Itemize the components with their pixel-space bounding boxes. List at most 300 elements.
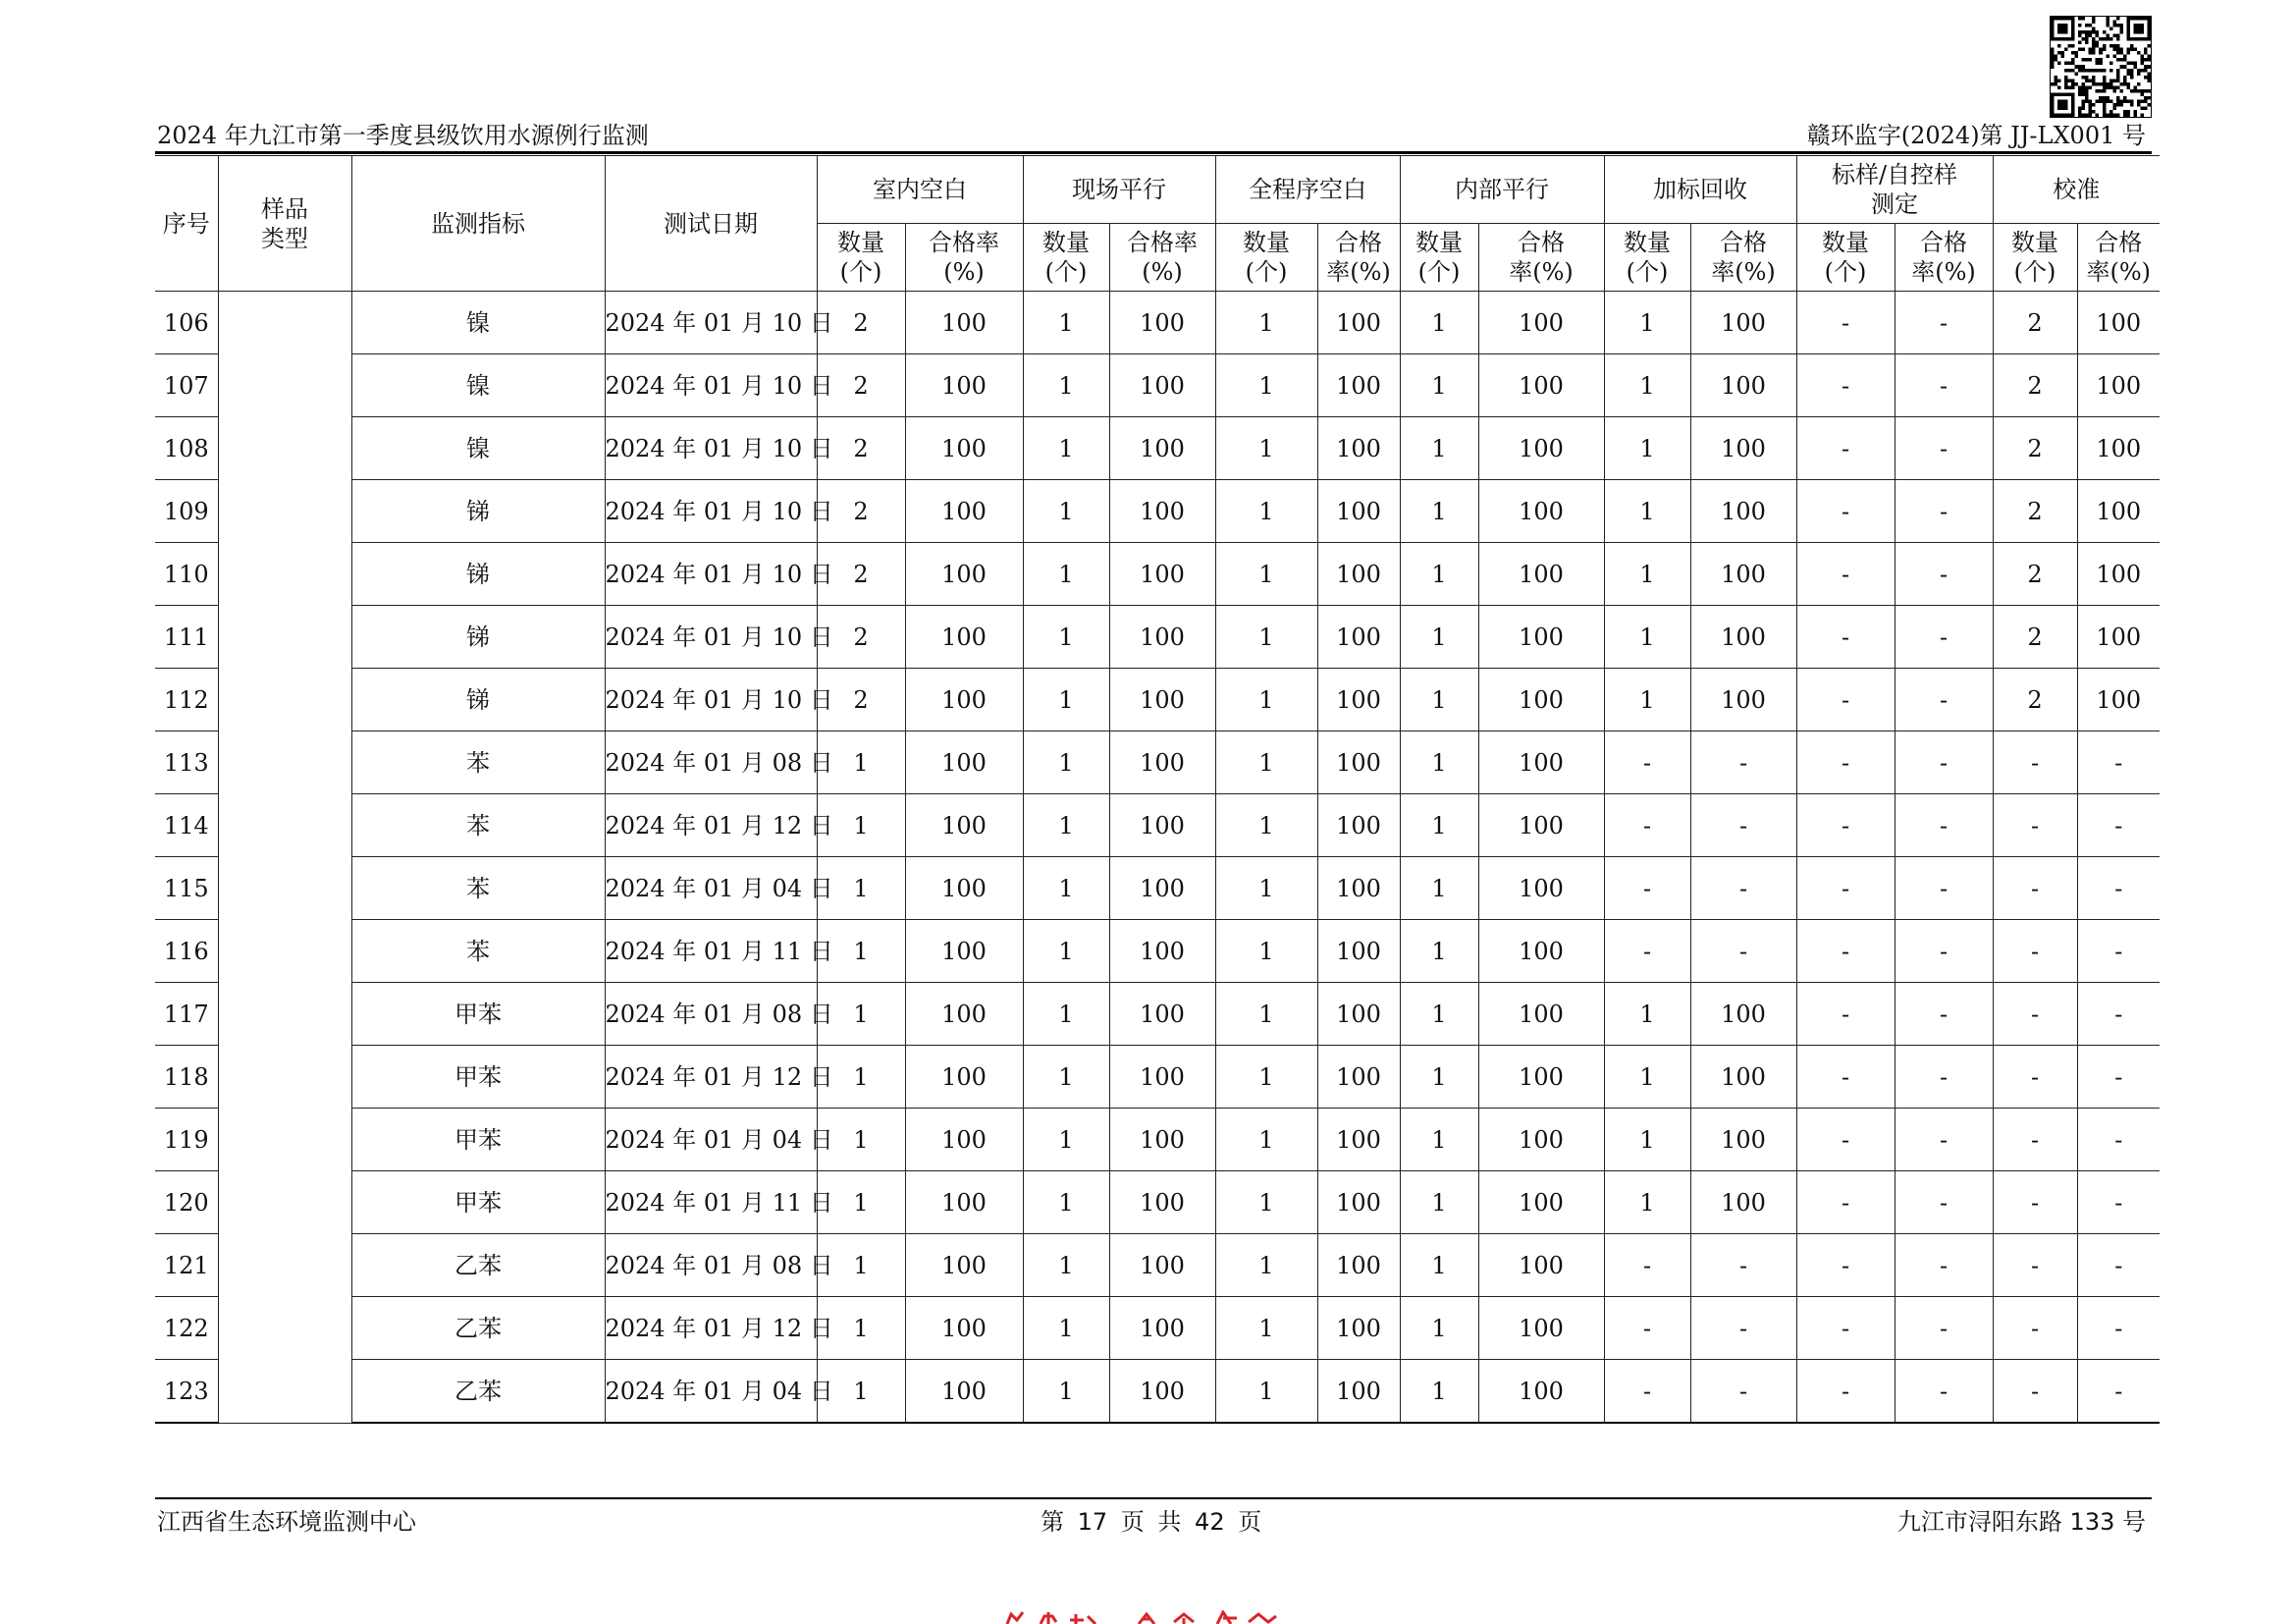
cell-pass-rate: 100 (1478, 794, 1604, 857)
cell-pass-rate: 100 (1317, 1297, 1400, 1360)
cell-count: 1 (1215, 1297, 1317, 1360)
cell-count: 1 (817, 1360, 905, 1424)
cell-count: 1 (1400, 417, 1478, 480)
cell-count: 1 (1023, 669, 1109, 731)
cell-pass-rate: - (1895, 354, 1993, 417)
cell-count: 2 (1993, 417, 2077, 480)
cell-count: - (1796, 1234, 1895, 1297)
cell-pass-rate: - (1895, 920, 1993, 983)
cell-pass-rate: 100 (905, 857, 1023, 920)
table-row (155, 354, 2160, 417)
table-row (155, 480, 2160, 543)
cell-count: 1 (1215, 731, 1317, 794)
cell-seq: 106 (155, 292, 218, 354)
cell-count: 1 (1604, 1171, 1690, 1234)
table-row (155, 417, 2160, 480)
cell-pass-rate: 100 (1478, 1297, 1604, 1360)
cell-count: - (1796, 794, 1895, 857)
cell-pass-rate: 100 (1690, 1109, 1796, 1171)
cell-pass-rate: - (1895, 480, 1993, 543)
col-header-internal-parallel: 内部平行 (1400, 156, 1604, 224)
cell-pass-rate: - (1895, 1109, 1993, 1171)
cell-pass-rate: 100 (1478, 292, 1604, 354)
cell-count: 1 (1400, 543, 1478, 606)
cell-pass-rate: 100 (1478, 1046, 1604, 1109)
cell-pass-rate: 100 (905, 794, 1023, 857)
cell-count: - (1993, 731, 2077, 794)
cell-count: - (1604, 794, 1690, 857)
cell-count: 1 (817, 1297, 905, 1360)
cell-indicator: 锑 (351, 669, 605, 731)
cell-pass-rate: 100 (905, 1360, 1023, 1424)
cell-pass-rate: 100 (905, 480, 1023, 543)
cell-count: 1 (1023, 857, 1109, 920)
footer-divider (155, 1497, 2152, 1499)
cell-indicator: 镍 (351, 292, 605, 354)
cell-seq: 111 (155, 606, 218, 669)
cell-pass-rate: 100 (1478, 983, 1604, 1046)
sub-header-count: 数量 (个) (817, 224, 905, 292)
table-row (155, 606, 2160, 669)
cell-count: 1 (1400, 606, 1478, 669)
sub-header-rate: 合格率 (%) (905, 224, 1023, 292)
cell-count: - (1993, 1171, 2077, 1234)
cell-count: 2 (1993, 480, 2077, 543)
cell-pass-rate: 100 (2077, 669, 2160, 731)
cell-test-date: 2024 年 01 月 11 日 (605, 1171, 817, 1234)
cell-count: - (1796, 983, 1895, 1046)
cell-count: - (1604, 857, 1690, 920)
cell-count: 1 (1400, 480, 1478, 543)
cell-count: - (1796, 731, 1895, 794)
cell-count: 1 (1400, 1360, 1478, 1424)
cell-count: - (1604, 1234, 1690, 1297)
cell-pass-rate: 100 (905, 731, 1023, 794)
sub-header-rate: 合格 率(%) (1478, 224, 1604, 292)
cell-count: 1 (1604, 669, 1690, 731)
cell-pass-rate: - (1690, 1234, 1796, 1297)
cell-count: 1 (1023, 1360, 1109, 1424)
cell-indicator: 锑 (351, 606, 605, 669)
cell-count: 1 (1215, 1109, 1317, 1171)
cell-count: 2 (1993, 543, 2077, 606)
cell-count: 1 (1604, 354, 1690, 417)
cell-seq: 122 (155, 1297, 218, 1360)
cell-pass-rate: 100 (1109, 1297, 1215, 1360)
cell-pass-rate: 100 (2077, 543, 2160, 606)
cell-count: - (1993, 1234, 2077, 1297)
cell-count: - (1993, 1109, 2077, 1171)
cell-count: 1 (1604, 480, 1690, 543)
cell-pass-rate: - (1895, 731, 1993, 794)
cell-pass-rate: 100 (1690, 983, 1796, 1046)
cell-pass-rate: 100 (1690, 292, 1796, 354)
cell-pass-rate: 100 (905, 1297, 1023, 1360)
col-header-std-sample (1796, 156, 1993, 224)
cell-test-date: 2024 年 01 月 12 日 (605, 1046, 817, 1109)
cell-pass-rate: 100 (1690, 606, 1796, 669)
cell-seq: 123 (155, 1360, 218, 1424)
cell-pass-rate: 100 (1690, 480, 1796, 543)
cell-count: 1 (817, 1171, 905, 1234)
cell-seq: 116 (155, 920, 218, 983)
sub-header-rate: 合格 率(%) (1317, 224, 1400, 292)
cell-test-date: 2024 年 01 月 10 日 (605, 606, 817, 669)
cell-count: 1 (1023, 920, 1109, 983)
cell-count: 1 (1215, 857, 1317, 920)
qc-table (155, 155, 2160, 1424)
table-row (155, 1046, 2160, 1109)
cell-count: 1 (1215, 920, 1317, 983)
cell-pass-rate: 100 (1109, 857, 1215, 920)
cell-count: - (1796, 292, 1895, 354)
cell-pass-rate: 100 (1317, 606, 1400, 669)
cell-count: 1 (1604, 543, 1690, 606)
cell-count: - (1796, 1297, 1895, 1360)
cell-count: 2 (1993, 354, 2077, 417)
sub-header-rate: 合格 率(%) (2077, 224, 2160, 292)
cell-count: 1 (1400, 1297, 1478, 1360)
cell-indicator: 镍 (351, 417, 605, 480)
cell-count: - (1604, 1360, 1690, 1424)
cell-count: - (1604, 731, 1690, 794)
cell-indicator: 苯 (351, 857, 605, 920)
col-header-calibration: 校准 (1993, 156, 2160, 224)
cell-count: 2 (817, 480, 905, 543)
cell-pass-rate: 100 (2077, 417, 2160, 480)
cell-pass-rate: 100 (1690, 1171, 1796, 1234)
cell-pass-rate: - (1690, 731, 1796, 794)
cell-pass-rate: - (2077, 1046, 2160, 1109)
cell-test-date: 2024 年 01 月 04 日 (605, 1109, 817, 1171)
cell-count: 1 (1215, 606, 1317, 669)
cell-count: - (1796, 920, 1895, 983)
cell-count: 1 (1023, 1046, 1109, 1109)
cell-count: - (1796, 354, 1895, 417)
cell-pass-rate: - (2077, 731, 2160, 794)
cell-test-date: 2024 年 01 月 10 日 (605, 543, 817, 606)
table-body (155, 292, 2160, 1424)
cell-count: 2 (1993, 669, 2077, 731)
cell-indicator: 苯 (351, 920, 605, 983)
cell-count: 1 (1604, 417, 1690, 480)
cell-pass-rate: - (1895, 1171, 1993, 1234)
cell-pass-rate: 100 (1109, 1234, 1215, 1297)
cell-count: 1 (1215, 417, 1317, 480)
cell-indicator: 苯 (351, 794, 605, 857)
cell-count: 1 (1215, 1046, 1317, 1109)
cell-seq: 114 (155, 794, 218, 857)
cell-pass-rate: 100 (1478, 1171, 1604, 1234)
cell-pass-rate: 100 (1109, 417, 1215, 480)
sub-header-count: 数量 (个) (1604, 224, 1690, 292)
cell-pass-rate: 100 (1478, 480, 1604, 543)
report-number: 赣环监字(2024)第 JJ-LX001 号 (1806, 122, 2146, 149)
cell-pass-rate: - (1690, 1360, 1796, 1424)
sub-header-count: 数量 (个) (1993, 224, 2077, 292)
cell-count: 1 (817, 857, 905, 920)
cell-count: - (1796, 543, 1895, 606)
cell-pass-rate: 100 (1109, 983, 1215, 1046)
col-header-field-parallel: 现场平行 (1023, 156, 1215, 224)
cell-pass-rate: - (2077, 1109, 2160, 1171)
cell-pass-rate: - (1895, 983, 1993, 1046)
cell-count: - (1604, 920, 1690, 983)
footer-address: 九江市浔阳东路 133 号 (1896, 1508, 2146, 1536)
sub-header-count: 数量 (个) (1023, 224, 1109, 292)
cell-pass-rate: 100 (1109, 480, 1215, 543)
cell-pass-rate: 100 (1317, 354, 1400, 417)
cell-count: 1 (1023, 1171, 1109, 1234)
cell-count: 1 (1023, 731, 1109, 794)
table-row (155, 1234, 2160, 1297)
cell-pass-rate: 100 (1109, 794, 1215, 857)
table-row (155, 1297, 2160, 1360)
cell-pass-rate: 100 (905, 606, 1023, 669)
cell-pass-rate: - (1895, 1360, 1993, 1424)
cell-pass-rate: 100 (1478, 354, 1604, 417)
cell-pass-rate: - (1690, 794, 1796, 857)
cell-pass-rate: 100 (1317, 1234, 1400, 1297)
cell-seq: 112 (155, 669, 218, 731)
col-header-full-blank: 全程序空白 (1215, 156, 1400, 224)
cell-count: 1 (1400, 857, 1478, 920)
cell-pass-rate: 100 (905, 1109, 1023, 1171)
cell-count: - (1796, 669, 1895, 731)
cell-pass-rate: 100 (2077, 480, 2160, 543)
cell-count: 1 (1604, 606, 1690, 669)
cell-pass-rate: - (2077, 1171, 2160, 1234)
cell-pass-rate: 100 (1109, 1171, 1215, 1234)
table-row (155, 794, 2160, 857)
cell-count: 1 (1215, 1234, 1317, 1297)
cell-count: 1 (1604, 292, 1690, 354)
table-row (155, 1360, 2160, 1424)
cell-pass-rate: 100 (905, 292, 1023, 354)
cell-count: 1 (1215, 1171, 1317, 1234)
cell-pass-rate: 100 (1478, 1234, 1604, 1297)
cell-pass-rate: 100 (1478, 1360, 1604, 1424)
cell-indicator: 乙苯 (351, 1234, 605, 1297)
cell-count: 1 (1400, 983, 1478, 1046)
cell-count: 1 (1023, 543, 1109, 606)
cell-count: 1 (1400, 1171, 1478, 1234)
cell-test-date: 2024 年 01 月 04 日 (605, 1360, 817, 1424)
cell-sample-type (218, 292, 351, 1424)
cell-pass-rate: - (1895, 606, 1993, 669)
cell-pass-rate: 100 (1317, 731, 1400, 794)
cell-seq: 115 (155, 857, 218, 920)
cell-count: 1 (817, 920, 905, 983)
cell-count: 1 (1023, 983, 1109, 1046)
cell-count: 1 (1215, 354, 1317, 417)
cell-pass-rate: - (2077, 1360, 2160, 1424)
sub-header-count: 数量 (个) (1400, 224, 1478, 292)
cell-count: 1 (1023, 417, 1109, 480)
cell-seq: 121 (155, 1234, 218, 1297)
cell-pass-rate: - (2077, 920, 2160, 983)
cell-count: 1 (1023, 606, 1109, 669)
cell-count: 1 (1400, 669, 1478, 731)
cell-count: 1 (1604, 1109, 1690, 1171)
cell-pass-rate: 100 (1109, 543, 1215, 606)
cell-count: 2 (817, 669, 905, 731)
cell-pass-rate: - (2077, 1234, 2160, 1297)
cell-pass-rate: 100 (1478, 731, 1604, 794)
cell-seq: 110 (155, 543, 218, 606)
cell-pass-rate: - (1895, 1234, 1993, 1297)
cell-indicator: 甲苯 (351, 1171, 605, 1234)
std-sample-line2: 测定 (1871, 190, 1918, 218)
sub-header-rate: 合格率 (%) (1109, 224, 1215, 292)
cell-pass-rate: 100 (1317, 920, 1400, 983)
cell-count: 1 (1215, 480, 1317, 543)
cell-count: 1 (1400, 1109, 1478, 1171)
cell-pass-rate: 100 (1109, 731, 1215, 794)
cell-count: 2 (1993, 606, 2077, 669)
cell-count: - (1993, 920, 2077, 983)
cell-pass-rate: 100 (1317, 417, 1400, 480)
cell-test-date: 2024 年 01 月 10 日 (605, 417, 817, 480)
cell-count: 1 (1023, 292, 1109, 354)
cell-test-date: 2024 年 01 月 10 日 (605, 669, 817, 731)
cell-indicator: 甲苯 (351, 983, 605, 1046)
cell-pass-rate: 100 (1109, 920, 1215, 983)
header-row-1 (155, 156, 2160, 224)
cell-pass-rate: 100 (1317, 857, 1400, 920)
std-sample-line1: 标样/自控样 (1831, 161, 1958, 189)
cell-count: - (1796, 1360, 1895, 1424)
col-header-indoor-blank: 室内空白 (817, 156, 1023, 224)
cell-count: 2 (817, 417, 905, 480)
cell-count: 1 (817, 1046, 905, 1109)
cell-pass-rate: 100 (1478, 417, 1604, 480)
cell-pass-rate: 100 (1317, 1109, 1400, 1171)
cell-pass-rate: 100 (1109, 669, 1215, 731)
cell-seq: 118 (155, 1046, 218, 1109)
cell-count: 1 (1023, 480, 1109, 543)
cell-pass-rate: 100 (1317, 669, 1400, 731)
cell-pass-rate: 100 (905, 1171, 1023, 1234)
cell-pass-rate: 100 (1109, 1046, 1215, 1109)
cell-pass-rate: - (1895, 292, 1993, 354)
table-row (155, 983, 2160, 1046)
cell-count: 1 (1023, 354, 1109, 417)
cell-test-date: 2024 年 01 月 04 日 (605, 857, 817, 920)
cell-pass-rate: 100 (1317, 480, 1400, 543)
cell-count: - (1993, 857, 2077, 920)
cell-count: - (1796, 1046, 1895, 1109)
cell-pass-rate: 100 (1478, 1109, 1604, 1171)
col-header-seq: 序号 (155, 156, 218, 292)
cell-pass-rate: 100 (1317, 543, 1400, 606)
cell-count: 1 (817, 731, 905, 794)
cell-pass-rate: 100 (1317, 794, 1400, 857)
cell-indicator: 甲苯 (351, 1109, 605, 1171)
cell-pass-rate: 100 (905, 543, 1023, 606)
table-row (155, 731, 2160, 794)
cell-indicator: 苯 (351, 731, 605, 794)
cell-count: 1 (1400, 1046, 1478, 1109)
cell-count: 1 (1215, 794, 1317, 857)
cell-pass-rate: 100 (1317, 983, 1400, 1046)
cell-pass-rate: 100 (1317, 292, 1400, 354)
cell-indicator: 乙苯 (351, 1297, 605, 1360)
cell-count: 1 (1215, 1360, 1317, 1424)
table-row (155, 669, 2160, 731)
cell-pass-rate: 100 (905, 1046, 1023, 1109)
cell-seq: 107 (155, 354, 218, 417)
cell-pass-rate: - (1895, 1046, 1993, 1109)
cell-pass-rate: 100 (1109, 354, 1215, 417)
cell-test-date: 2024 年 01 月 08 日 (605, 1234, 817, 1297)
cell-count: 1 (1023, 1109, 1109, 1171)
table-row (155, 1171, 2160, 1234)
cell-count: - (1993, 1297, 2077, 1360)
cell-count: 1 (1400, 731, 1478, 794)
cell-pass-rate: - (1895, 417, 1993, 480)
cell-pass-rate: - (1895, 1297, 1993, 1360)
cell-pass-rate: - (1895, 794, 1993, 857)
cell-pass-rate: 100 (1109, 1360, 1215, 1424)
cell-pass-rate: 100 (905, 1234, 1023, 1297)
cell-pass-rate: 100 (1317, 1360, 1400, 1424)
cell-pass-rate: - (1690, 857, 1796, 920)
cell-count: - (1796, 857, 1895, 920)
cell-count: 2 (817, 292, 905, 354)
cell-pass-rate: - (2077, 1297, 2160, 1360)
cell-indicator: 甲苯 (351, 1046, 605, 1109)
cell-indicator: 乙苯 (351, 1360, 605, 1424)
col-header-indicator: 监测指标 (351, 156, 605, 292)
cell-count: - (1993, 1360, 2077, 1424)
cell-pass-rate: - (1690, 1297, 1796, 1360)
cell-pass-rate: - (2077, 983, 2160, 1046)
cell-pass-rate: - (1895, 669, 1993, 731)
cell-count: - (1796, 480, 1895, 543)
cell-pass-rate: 100 (905, 983, 1023, 1046)
cell-pass-rate: - (2077, 857, 2160, 920)
cell-pass-rate: 100 (1317, 1046, 1400, 1109)
cell-pass-rate: - (1895, 543, 1993, 606)
cell-pass-rate: 100 (1690, 1046, 1796, 1109)
col-header-sample-type: 样品类型 (218, 156, 351, 292)
cell-count: 1 (1400, 1234, 1478, 1297)
cell-pass-rate: 100 (1690, 354, 1796, 417)
table-row (155, 857, 2160, 920)
cell-count: 1 (1604, 983, 1690, 1046)
cell-pass-rate: - (1895, 857, 1993, 920)
cell-pass-rate: 100 (1478, 857, 1604, 920)
cell-count: - (1796, 1109, 1895, 1171)
cell-count: 1 (817, 1109, 905, 1171)
cell-test-date: 2024 年 01 月 12 日 (605, 794, 817, 857)
report-title: 2024 年九江市第一季度县级饮用水源例行监测 (157, 122, 649, 149)
cell-seq: 108 (155, 417, 218, 480)
cell-pass-rate: 100 (1478, 920, 1604, 983)
cell-count: - (1796, 1171, 1895, 1234)
cell-count: 1 (1215, 669, 1317, 731)
cell-count: 1 (817, 1234, 905, 1297)
col-header-test-date: 测试日期 (605, 156, 817, 292)
cell-pass-rate: - (1690, 920, 1796, 983)
cell-test-date: 2024 年 01 月 12 日 (605, 1297, 817, 1360)
table-row (155, 543, 2160, 606)
cell-indicator: 锑 (351, 480, 605, 543)
cell-pass-rate: 100 (1317, 1171, 1400, 1234)
cell-pass-rate: 100 (1109, 606, 1215, 669)
cell-pass-rate: 100 (1109, 1109, 1215, 1171)
